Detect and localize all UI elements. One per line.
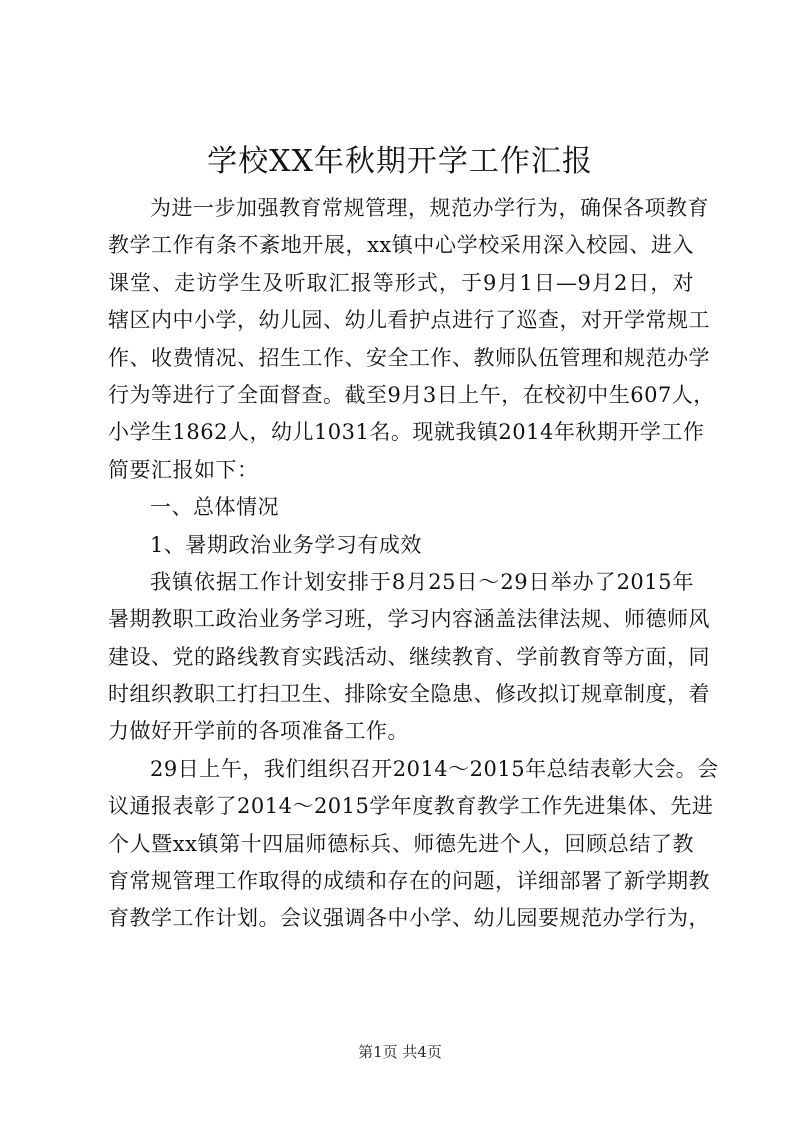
body-line: 时组织教职工打扫卫生、排除安全隐患、修改拟订规章制度，着 bbox=[108, 682, 710, 707]
page-number: 第1页 共4页 bbox=[358, 1043, 442, 1061]
body-line: 29日上午，我们组织召开2014～2015年总结表彰大会。会 bbox=[150, 756, 719, 781]
body-line: 我镇依据工作计划安排于8月25日～29日举办了2015年 bbox=[150, 569, 694, 594]
body-line: 育教学工作计划。会议强调各中小学、幼儿园要规范办学行为， bbox=[108, 906, 710, 931]
body-line: 辖区内中小学，幼儿园、幼儿看护点进行了巡查，对开学常规工 bbox=[108, 308, 710, 333]
body-line: 暑期教职工政治业务学习班，学习内容涵盖法律法规、师德师风 bbox=[108, 607, 710, 632]
body-line: 小学生1862人，幼儿1031名。现就我镇2014年秋期开学工作 bbox=[108, 420, 705, 445]
body-line: 个人暨xx镇第十四届师德标兵、师德先进个人，回顾总结了教 bbox=[108, 831, 694, 856]
body-line: 议通报表彰了2014～2015学年度教育教学工作先进集体、先进 bbox=[108, 794, 714, 819]
body-line: 建设、党的路线教育实践活动、继续教育、学前教育等方面，同 bbox=[108, 644, 710, 669]
subsection-heading: 1、暑期政治业务学习有成效 bbox=[150, 532, 422, 557]
body-line: 行为等进行了全面督查。截至9月3日上午，在校初中生607人， bbox=[108, 382, 715, 407]
body-line: 为进一步加强教育常规管理，规范办学行为，确保各项教育 bbox=[150, 196, 709, 220]
body-line: 力做好开学前的各项准备工作。 bbox=[108, 719, 409, 744]
body-line: 简要汇报如下： bbox=[108, 457, 259, 482]
document-title: 学校XX年秋期开学工作汇报 bbox=[207, 144, 593, 179]
document-body bbox=[108, 190, 719, 938]
body-line: 育常规管理工作取得的成绩和存在的问题，详细部署了新学期教 bbox=[108, 869, 710, 894]
section-heading: 一、总体情况 bbox=[150, 495, 279, 520]
body-line: 课堂、走访学生及听取汇报等形式，于9月1日—9月2日，对 bbox=[108, 270, 694, 295]
body-line: 作、收费情况、招生工作、安全工作、教师队伍管理和规范办学 bbox=[108, 345, 710, 370]
body-line: 教学工作有条不紊地开展，xx镇中心学校采用深入校园、进入 bbox=[108, 233, 694, 258]
